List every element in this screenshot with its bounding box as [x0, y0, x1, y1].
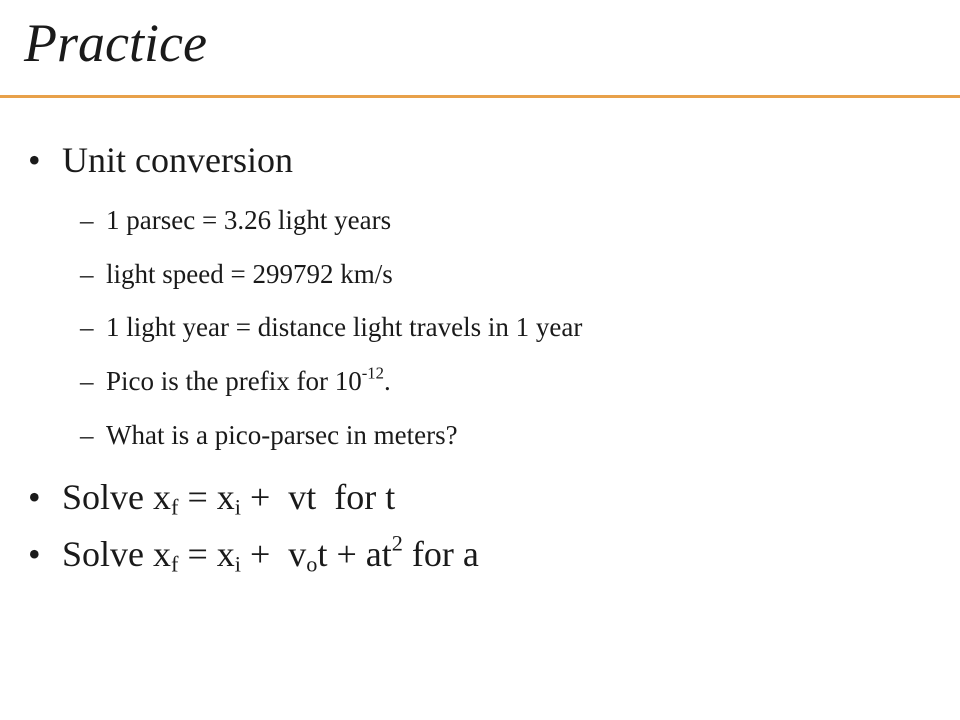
- slide-title: Practice: [24, 13, 207, 73]
- dash-marker: –: [80, 366, 94, 396]
- dash-marker: –: [80, 205, 94, 235]
- bullet-marker: •: [28, 534, 41, 574]
- bullet-marker: •: [28, 477, 41, 517]
- equation-text: for a: [402, 534, 479, 574]
- subitem-light-year: [80, 312, 583, 342]
- exponent: -12: [361, 363, 385, 383]
- subitem-text: light speed = 299792 km/s: [106, 259, 393, 289]
- equation-text: = x: [178, 534, 235, 574]
- equation-text: = x: [178, 477, 235, 517]
- bullet-solve-for-t: [28, 477, 396, 520]
- subscript-f: f: [171, 551, 179, 577]
- equation-text: + v: [240, 534, 307, 574]
- subitem-text: What is a pico-parsec in meters?: [106, 420, 458, 450]
- subscript-i: i: [234, 551, 241, 577]
- dash-marker: –: [80, 420, 94, 450]
- bullet-marker: •: [28, 140, 41, 180]
- subitem-parsec: [80, 205, 392, 235]
- subitem-question: [80, 420, 458, 450]
- dash-marker: –: [80, 312, 94, 342]
- equation-text: t + at: [317, 534, 392, 574]
- equation-text: Solve x: [62, 477, 172, 517]
- superscript-2: 2: [391, 530, 403, 556]
- equation-text: Solve x: [62, 534, 172, 574]
- subitem-text: 1 light year = distance light travels in 1 year: [106, 312, 583, 342]
- equation-text: + vt for t: [240, 477, 396, 517]
- subitem-light-speed: [80, 259, 393, 289]
- subitem-text: Pico is the prefix for 10: [106, 366, 362, 396]
- subscript-i: i: [234, 494, 241, 520]
- bullet-solve-for-a: [28, 530, 479, 577]
- subscript-o: o: [306, 551, 318, 577]
- bullet-unit-conversion: [28, 140, 293, 180]
- bullet-text: Unit conversion: [62, 140, 293, 180]
- subitem-text-end: .: [384, 366, 391, 396]
- subitem-text: 1 parsec = 3.26 light years: [106, 205, 392, 235]
- subscript-f: f: [171, 494, 179, 520]
- dash-marker: –: [80, 259, 94, 289]
- subitem-pico-prefix: [80, 363, 391, 396]
